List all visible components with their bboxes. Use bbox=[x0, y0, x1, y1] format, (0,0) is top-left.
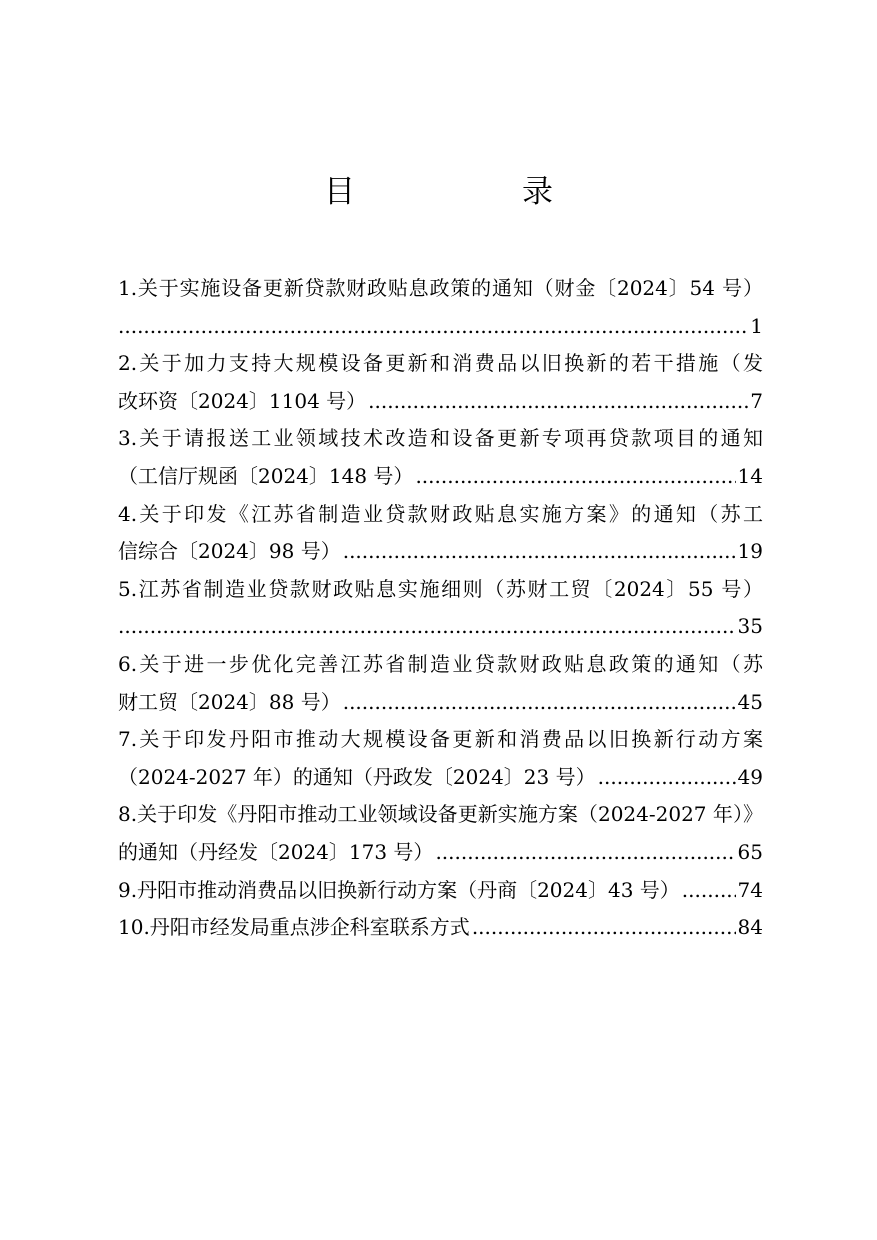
toc-entry-3-line-1 bbox=[118, 420, 763, 458]
toc-page-number: 1 bbox=[750, 313, 763, 338]
dot-leader bbox=[598, 759, 736, 797]
toc-entry-3-line-2 bbox=[118, 458, 763, 496]
toc-entry-title: 10.丹阳市经发局重点涉企科室联系方式 bbox=[118, 915, 470, 940]
toc-entry-title: 4.关于印发《江苏省制造业贷款财政贴息实施方案》的通知（苏工 bbox=[118, 501, 763, 526]
toc-page-number: 49 bbox=[737, 764, 763, 789]
toc-page-number: 35 bbox=[737, 614, 763, 639]
toc-entry-6-line-1 bbox=[118, 646, 763, 684]
toc-page-number: 84 bbox=[737, 915, 763, 940]
toc-entry-title-cont: （工信厅规函〔2024〕148 号） bbox=[118, 463, 414, 488]
toc-entry-7-line-2 bbox=[118, 759, 763, 797]
toc-entry-2-line-1 bbox=[118, 345, 763, 383]
dot-leader bbox=[415, 458, 735, 496]
toc-entry-title-cont: 的通知（丹经发〔2024〕173 号） bbox=[118, 839, 434, 864]
toc-entry-title: 2.关于加力支持大规模设备更新和消费品以旧换新的若干措施（发 bbox=[118, 351, 763, 376]
table-of-contents bbox=[118, 270, 763, 947]
dot-leader bbox=[343, 684, 736, 722]
toc-entry-title-cont: 改环资〔2024〕1104 号） bbox=[118, 388, 367, 413]
toc-page-number: 14 bbox=[737, 463, 763, 488]
toc-page-number: 45 bbox=[737, 689, 763, 714]
toc-page-number: 74 bbox=[737, 877, 763, 902]
toc-entry-9 bbox=[118, 872, 763, 910]
toc-entry-title-cont: 信综合〔2024〕98 号） bbox=[118, 539, 341, 564]
toc-entry-title: 9.丹阳市推动消费品以旧换新行动方案（丹商〔2024〕43 号） bbox=[118, 877, 680, 902]
toc-entry-title: 5.江苏省制造业贷款财政贴息实施细则（苏财工贸〔2024〕55 号） bbox=[118, 576, 763, 601]
page-title: 目 录 bbox=[324, 174, 621, 210]
toc-entry-8-line-2 bbox=[118, 834, 763, 872]
dot-leader bbox=[343, 533, 736, 571]
toc-entry-4-line-2 bbox=[118, 533, 763, 571]
dot-leader bbox=[682, 872, 736, 910]
toc-entry-title: 1.关于实施设备更新贷款财政贴息政策的通知（财金〔2024〕54 号） bbox=[118, 276, 763, 300]
toc-page-number: 19 bbox=[737, 539, 763, 564]
toc-entry-title-cont: （2024-2027 年）的通知（丹政发〔2024〕23 号） bbox=[118, 764, 596, 789]
toc-entry-title-cont: 财工贸〔2024〕88 号） bbox=[118, 689, 341, 714]
toc-entry-title: 3.关于请报送工业领域技术改造和设备更新专项再贷款项目的通知 bbox=[118, 426, 763, 451]
toc-entry-5-line-1 bbox=[118, 571, 763, 609]
toc-entry-title: 7.关于印发丹阳市推动大规模设备更新和消费品以旧换新行动方案 bbox=[118, 727, 763, 752]
toc-entry-7-line-1 bbox=[118, 721, 763, 759]
toc-entry-8-line-1 bbox=[118, 796, 763, 834]
toc-entry-5-line-2 bbox=[118, 608, 763, 646]
toc-page-number: 7 bbox=[750, 388, 763, 413]
toc-entry-10 bbox=[118, 909, 763, 947]
toc-entry-1-line-1 bbox=[118, 270, 763, 308]
dot-leader bbox=[472, 909, 736, 947]
toc-entry-6-line-2 bbox=[118, 684, 763, 722]
dot-leader bbox=[118, 608, 736, 646]
dot-leader bbox=[368, 383, 748, 421]
toc-entry-title: 8.关于印发《丹阳市推动工业领域设备更新实施方案（2024-2027 年）》 bbox=[118, 802, 763, 827]
toc-entry-1-line-2 bbox=[118, 308, 763, 346]
toc-page-number: 65 bbox=[737, 839, 763, 864]
dot-leader bbox=[118, 308, 748, 346]
toc-entry-2-line-2 bbox=[118, 383, 763, 421]
toc-entry-title: 6.关于进一步优化完善江苏省制造业贷款财政贴息政策的通知（苏 bbox=[118, 651, 763, 676]
toc-entry-4-line-1 bbox=[118, 496, 763, 534]
dot-leader bbox=[435, 834, 735, 872]
